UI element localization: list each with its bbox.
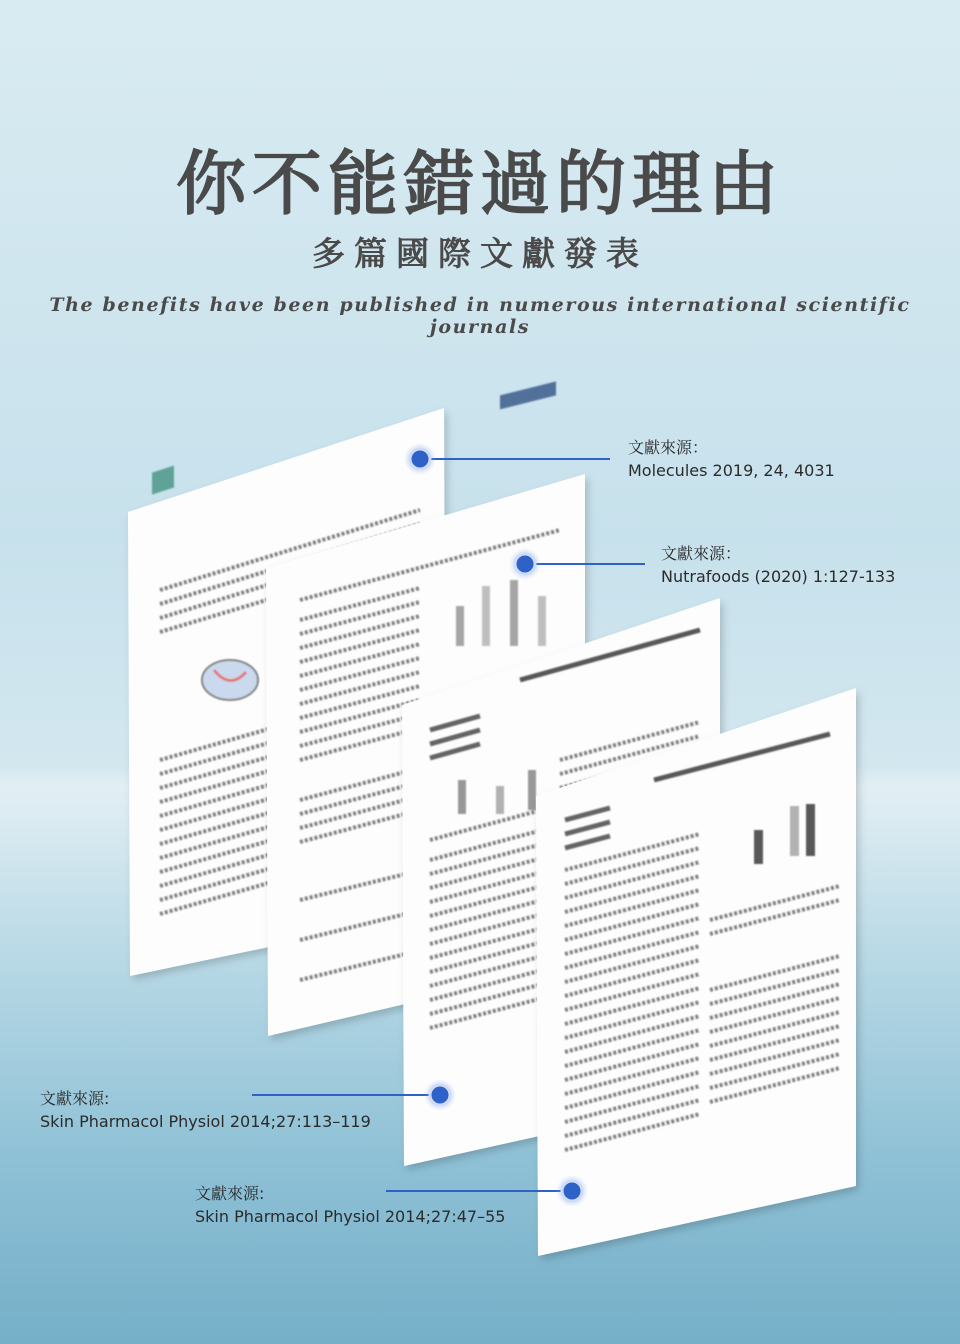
source-annotation-skin-pharmacol-113 — [40, 1087, 371, 1133]
marker-dot-1 — [404, 443, 436, 475]
source-annotation-nutrafoods — [661, 542, 895, 588]
source-citation: Skin Pharmacol Physiol 2014;27:113–119 — [40, 1112, 371, 1131]
source-annotation-skin-pharmacol-47 — [195, 1182, 505, 1228]
page-tagline: The benefits have been published in numerous international scientific journals — [49, 294, 911, 338]
marker-dot-3 — [424, 1079, 456, 1111]
source-citation: Molecules 2019, 24, 4031 — [628, 461, 835, 480]
marker-dot-4 — [556, 1175, 588, 1207]
source-citation: Skin Pharmacol Physiol 2014;27:47–55 — [195, 1207, 506, 1226]
source-label: 文獻來源: — [195, 1184, 265, 1203]
source-annotation-molecules — [628, 436, 835, 482]
marker-dot-2 — [509, 548, 541, 580]
page-title: 你不能錯過的理由 — [176, 142, 784, 225]
source-label: 文獻來源: — [40, 1089, 110, 1108]
source-label: 文獻來源： — [628, 438, 709, 457]
source-label: 文獻來源： — [661, 544, 742, 563]
page-subtitle: 多篇國際文獻發表 — [312, 234, 648, 273]
source-citation: Nutrafoods (2020) 1:127-133 — [661, 567, 896, 586]
